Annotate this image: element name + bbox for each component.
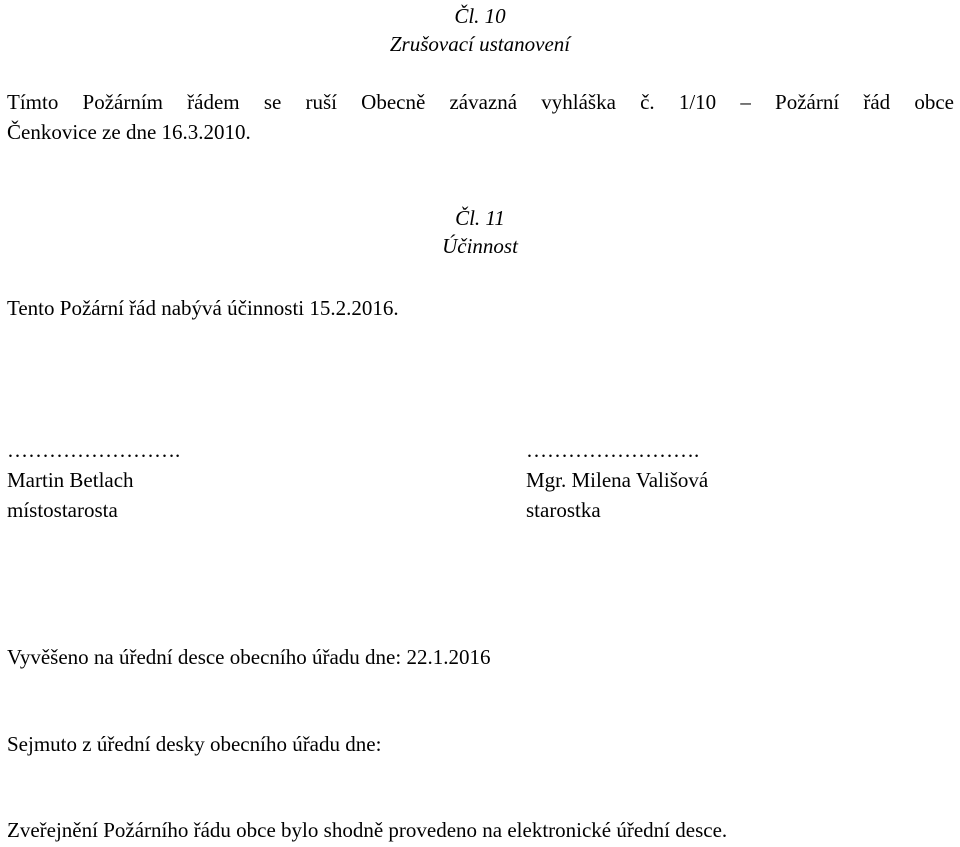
signatory-role-left: místostarosta [7, 498, 118, 522]
posted-note: Vyvěšeno na úřední desce obecního úřadu dne: 22.1.2016 [7, 645, 491, 669]
article-10-title: Zrušovací ustanovení [389, 32, 571, 56]
signatory-name-left: Martin Betlach [7, 468, 134, 492]
signatory-name-right: Mgr. Milena Vališová [526, 468, 709, 492]
article-10-heading: Čl. 10 [454, 4, 506, 28]
signatory-role-right: starostka [526, 498, 601, 522]
signature-line-right: ……………………. [526, 438, 700, 462]
article-11-title: Účinnost [442, 234, 518, 258]
article-10-text-line1: Tímto Požárním řádem se ruší Obecně závazná vyhláška č. 1/10 – Požární řád obce [7, 90, 954, 114]
article-11-heading: Čl. 11 [455, 206, 505, 230]
published-note: Zveřejnění Požárního řádu obce bylo shodně provedeno na elektronické úřední desce. [7, 818, 728, 842]
signature-line-left: ……………………. [7, 438, 181, 462]
article-11-text: Tento Požární řád nabývá účinnosti 15.2.2016. [7, 296, 399, 320]
removed-note: Sejmuto z úřední desky obecního úřadu dne: [7, 732, 382, 756]
article-10-text-line2: Čenkovice ze dne 16.3.2010. [7, 120, 251, 144]
